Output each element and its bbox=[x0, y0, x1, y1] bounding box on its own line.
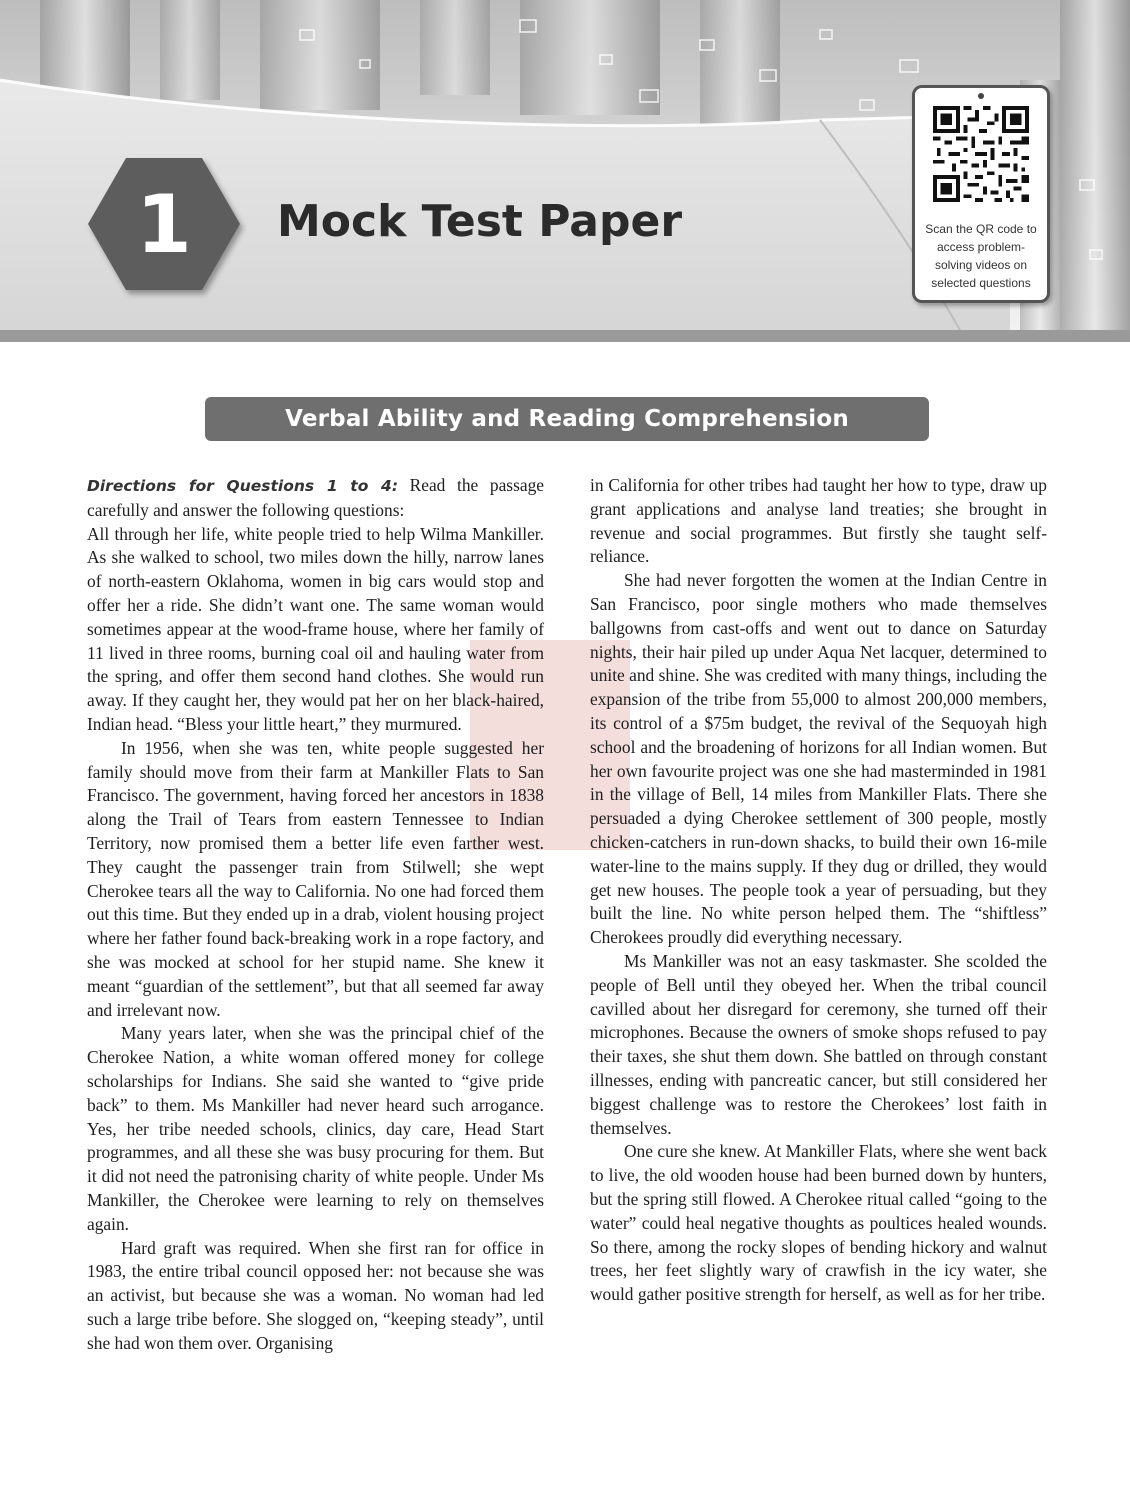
passage-paragraph: One cure she knew. At Mankiller Flats, where she went back to live, the old wooden house had been burned down by hunters, but the spring still flowed. A Cherokee ritual called “going to the water” could heal negative thoughts as poultices healed wounds. So there, among the rocky slopes of bending hickory and walnut trees, her feet slightly wary of crawfish in the icy water, she would gather positive strength for herself, as well as for her tribe. bbox=[590, 1141, 1047, 1305]
chapter-number: 1 bbox=[136, 177, 192, 271]
qr-caption: Scan the QR code to access problem-solving videos on selected questions bbox=[925, 222, 1037, 290]
passage-paragraph: Ms Mankiller was not an easy taskmaster. She scolded the people of Bell until they obeyed her. When the tribal council cavilled about her disregard for ceremony, she turned off their microphones. Because the owners of smoke shops refused to pay their taxes, she shut them down. She battled on through constant illnesses, ending with pancreatic cancer, but still considered her biggest challenge was to restore the Cherokees’ lost faith in themselves. bbox=[590, 950, 1047, 1138]
directions-label: Directions for Questions 1 to 4: bbox=[87, 477, 399, 495]
passage-paragraph: She had never forgotten the women at the Indian Centre in San Francisco, poor single mothers who made themselves ballgowns from cast-offs and went out to dance on Saturday nights, their hair piled up under Aqua Net lacquer, determined to unite and shine. She was credited with many things, including the expansion of the tribe from 55,000 to almost 200,000 members, its control of a $75m budget, the revival of the Sequoyah high school and the broadening of horizons for all Indian women. But her own favourite project was one she had masterminded in 1981 in the village of Bell, 14 miles from Mankiller Flats. There she persuaded a dying Cherokee settlement of 300 people, mostly chicken-catchers in run-down shacks, to build their own 16-mile water-line to the mains supply. If they dug or drilled, they would get new houses. The people took a year of persuading, but they built the line. No white person helped them. The “shiftless” Cherokees proudly did everything necessary. bbox=[590, 570, 1047, 948]
section-heading: Verbal Ability and Reading Comprehension bbox=[205, 397, 929, 441]
banner-divider bbox=[0, 330, 1130, 342]
passage-column-right bbox=[590, 474, 1047, 1307]
directions bbox=[87, 474, 544, 523]
hang-hole-icon bbox=[978, 93, 984, 99]
passage-paragraph: In 1956, when she was ten, white people suggested her family should move from their farm at Mankiller Flats to San Francisco. The government, having forced her ancestors in 1838 along the Trail of Tears from eastern Tennessee to Indian Territory, now promised them a better life even farther west. They caught the passenger train from Stilwell; she wept Cherokee tears all the way to California. No one had forced them out this time. But they ended up in a drab, violent housing project where her father found back-breaking work in a rope factory, and she was mocked at school for her stupid name. She knew it meant “guardian of the settlement”, but that all seemed far away and irrelevant now. bbox=[87, 737, 544, 1020]
directions-text: Read the passage carefully and answer the following questions: bbox=[87, 475, 544, 520]
qr-card bbox=[912, 85, 1050, 303]
passage-column-left bbox=[87, 474, 544, 1355]
passage-paragraph: All through her life, white people tried to help Wilma Mankiller. As she walked to school, two miles down the hilly, narrow lanes of north-eastern Oklahoma, women in big cars would stop and offer her a ride. She didn’t want one. The same woman would sometimes appear at the wood-frame house, where her family of 11 lived in three rooms, burning coal oil and hauling water from the spring, and offer them second hand clothes. She would run away. If they caught her, they would pat her on her black-haired, Indian head. “Bless your little heart,” they murmured. bbox=[87, 523, 544, 734]
passage-paragraph: Many years later, when she was the principal chief of the Cherokee Nation, a white woman offered money for college scholarships for Indians. She said she wanted to “give pride back” to them. Ms Mankiller had never heard such arrogance. Yes, her tribe needed schools, clinics, day care, Head Start programmes, and all these she was busy procuring for them. But it did not need the patronising charity of white people. Under Ms Mankiller, the Cherokee were learning to rely on themselves again. bbox=[87, 1023, 544, 1234]
chapter-title: Mock Test Paper bbox=[277, 196, 683, 247]
passage-paragraph: Hard graft was required. When she first ran for office in 1983, the entire tribal council opposed her: not because she was an activist, but because she was a woman. No woman had led such a large tribe before. She slogged on, “keeping steady”, until she had won them over. Organising bbox=[87, 1237, 544, 1353]
qr-code-icon[interactable] bbox=[933, 106, 1029, 202]
passage-paragraph: in California for other tribes had taught her how to type, draw up grant applications and analyse land treaties; she brought in revenue and social programmes. But firstly she taught self-reliance. bbox=[590, 475, 1047, 567]
